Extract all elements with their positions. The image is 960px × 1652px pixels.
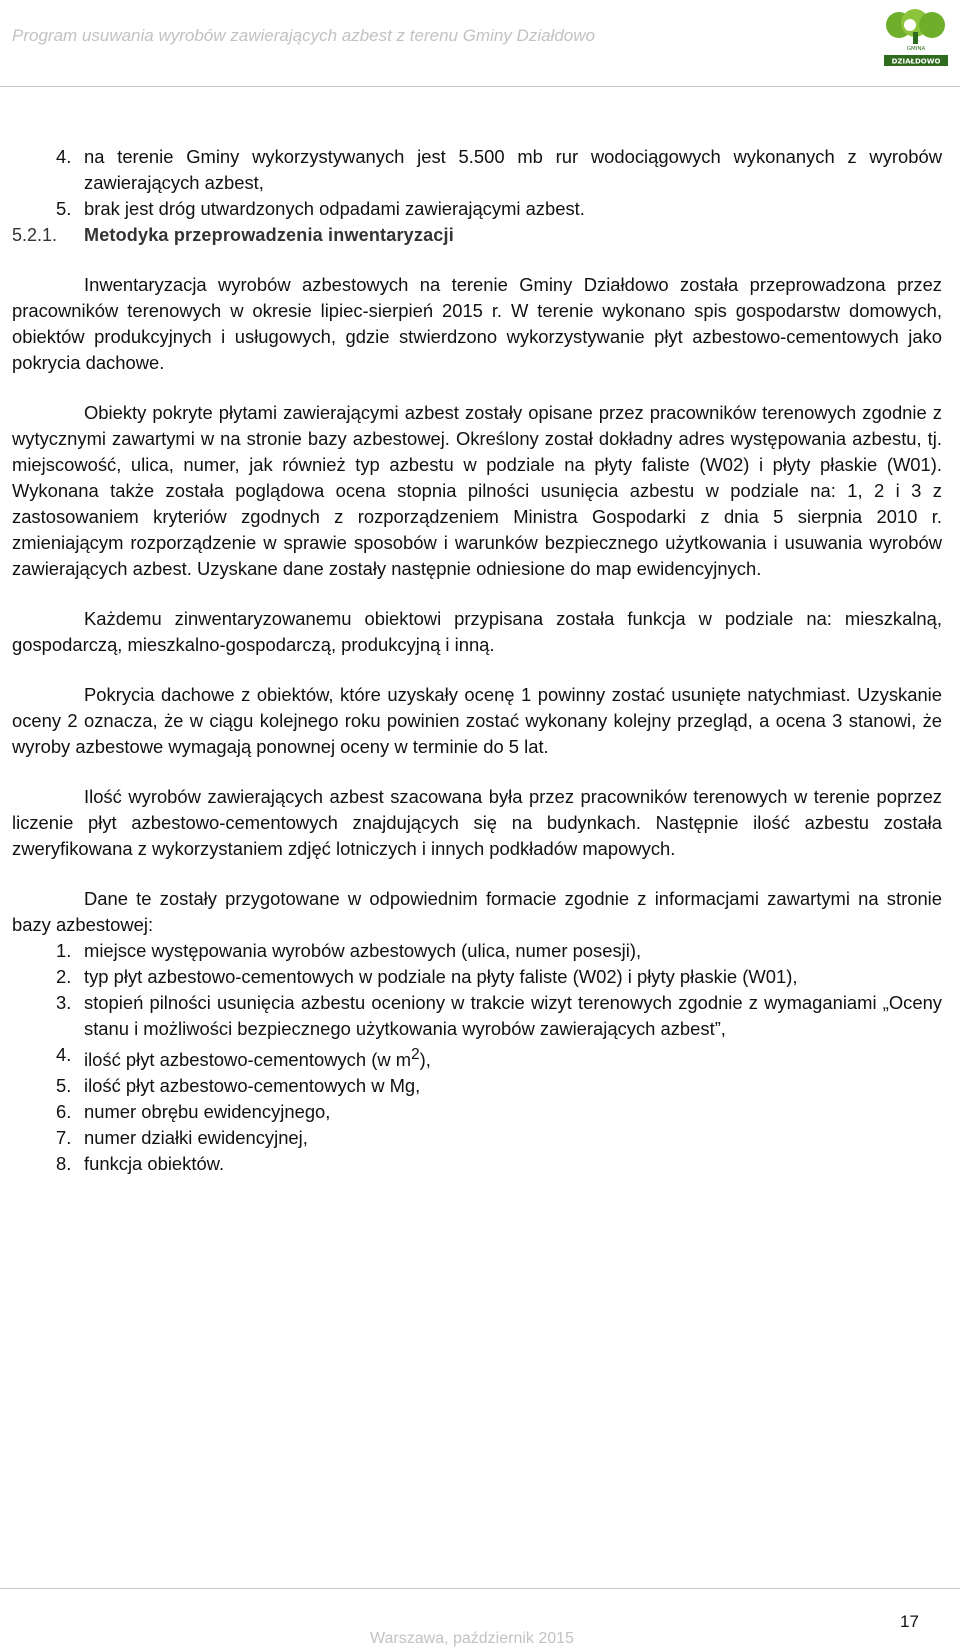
list-text: ilość płyt azbestowo-cementowych (w m — [84, 1049, 412, 1071]
list-item — [12, 964, 942, 990]
paragraph: Inwentaryzacja wyrobów azbestowych na terenie Gminy Działdowo została przeprowadzona przez pracowników terenowych w okresie lipiec-sierpień 2015 r. W terenie wykonano spis gospodarstw domowych, obiektów produkcyjnych i usługowych, gdzie stwierdzono wykorzystywanie płyt azbestowo-cementowych jako pokrycia dachowe. — [12, 274, 942, 373]
logo-text-top: GMINA — [906, 46, 926, 52]
header-divider — [0, 86, 960, 87]
list-text: stopień pilności usunięcia azbestu oceniony w trakcie wizyt terenowych zgodnie z wymaganiami „Oceny stanu i możliwości bezpiecznego użytkowania wyrobów zawierających azbest”, — [84, 992, 942, 1039]
list-number: 4. — [56, 146, 72, 167]
paragraph: Dane te zostały przygotowane w odpowiednim formacie zgodnie z informacjami zawartymi na stronie bazy azbestowej: — [12, 888, 942, 935]
list-text: na terenie Gminy wykorzystywanych jest 5.500 mb rur wodociągowych wykonanych z wyrobów zawierających azbest, — [84, 146, 942, 193]
list-item — [12, 1151, 942, 1177]
list-item — [12, 1042, 942, 1073]
list-item — [12, 1099, 942, 1125]
superscript: 2 — [411, 1046, 420, 1063]
section-number: 5.2.1. — [12, 225, 58, 245]
list-number: 1. — [56, 940, 72, 961]
paragraph: Każdemu zinwentaryzowanemu obiektowi przypisana została funkcja w podziale na: mieszkalną, gospodarczą, mieszkalno-gospodarczą, produkcyjną i inną. — [12, 608, 942, 655]
list-text-after: ), — [419, 1049, 431, 1071]
paragraph: Obiekty pokryte płytami zawierającymi azbest zostały opisane przez pracowników terenowych zgodnie z wytycznymi zawartymi w na stronie bazy azbestowej. Określony został dokładny adres występowania azbestu, tj. miejscowość, ulica, numer, jak również typ azbestu w podziale na płyty faliste (W02) i płyty płaskie (W01). Wykonana także została poglądowa ocena stopnia pilności usunięcia azbestu w podziale na: 1, 2 i 3 z zastosowaniem kryteriów zgodnych z rozporządzeniem Ministra Gospodarki z dnia 5 sierpnia 2010 r. zmieniającym rozporządzenie w sprawie sposobów i warunków bezpiecznego użytkowania i usuwania wyrobów zawierających azbest. Uzyskane dane zostały następnie odniesione do map ewidencyjnych. — [12, 402, 942, 579]
list-item — [12, 990, 942, 1042]
list-a — [12, 144, 942, 222]
list-text: numer obrębu ewidencyjnego, — [84, 1101, 331, 1123]
list-item — [12, 1125, 942, 1151]
footer-text: Warszawa, październik 2015 — [370, 1630, 574, 1647]
list-number: 7. — [56, 1127, 72, 1149]
list-text: numer działki ewidencyjnej, — [84, 1127, 308, 1149]
list-item — [12, 938, 942, 964]
header-title: Program usuwania wyrobów zawierających azbest z terenu Gminy Działdowo — [12, 26, 595, 45]
section-title: Metodyka przeprowadzenia inwentaryzacji — [84, 225, 454, 245]
logo-text-bottom: DZIAŁDOWO — [891, 57, 941, 66]
list-number: 2. — [56, 966, 72, 987]
list-text: brak jest dróg utwardzonych odpadami zawierającymi azbest. — [84, 198, 585, 219]
list-text: funkcja obiektów. — [84, 1153, 225, 1175]
list-text: typ płyt azbestowo-cementowych w podziale na płyty faliste (W02) i płyty płaskie (W01), — [84, 966, 798, 987]
section-heading — [12, 222, 942, 248]
list-number: 5. — [56, 1075, 72, 1097]
document-body — [12, 144, 942, 1177]
list-number: 6. — [56, 1101, 72, 1123]
gmina-dzialdowo-logo — [880, 8, 952, 68]
list-text: miejsce występowania wyrobów azbestowych (ulica, numer posesji), — [84, 940, 642, 961]
list-item — [12, 1073, 942, 1099]
paragraph: Pokrycia dachowe z obiektów, które uzyskały ocenę 1 powinny zostać usunięte natychmiast. Uzyskanie oceny 2 oznacza, że w ciągu kolejnego roku powinien zostać wykonany kolejny przegląd, a ocena 3 stanowi, że wyroby azbestowe wymagają ponownej oceny w terminie do 5 lat. — [12, 684, 942, 757]
list-text: ilość płyt azbestowo-cementowych w Mg, — [84, 1075, 421, 1097]
list-number: 5. — [56, 198, 72, 219]
paragraph: Ilość wyrobów zawierających azbest szacowana była przez pracowników terenowych w terenie poprzez liczenie płyt azbestowo-cementowych znajdujących się na budynkach. Następnie ilość azbestu została zweryfikowana z wykorzystaniem zdjęć lotniczych i innych podkładów mapowych. — [12, 786, 942, 859]
list-number: 4. — [56, 1044, 72, 1065]
list-item — [12, 144, 942, 196]
list-number: 8. — [56, 1153, 72, 1175]
list-number: 3. — [56, 992, 72, 1013]
page-number: 17 — [900, 1612, 919, 1631]
footer-divider — [0, 1588, 960, 1589]
list-b — [12, 938, 942, 1177]
list-item — [12, 196, 942, 222]
